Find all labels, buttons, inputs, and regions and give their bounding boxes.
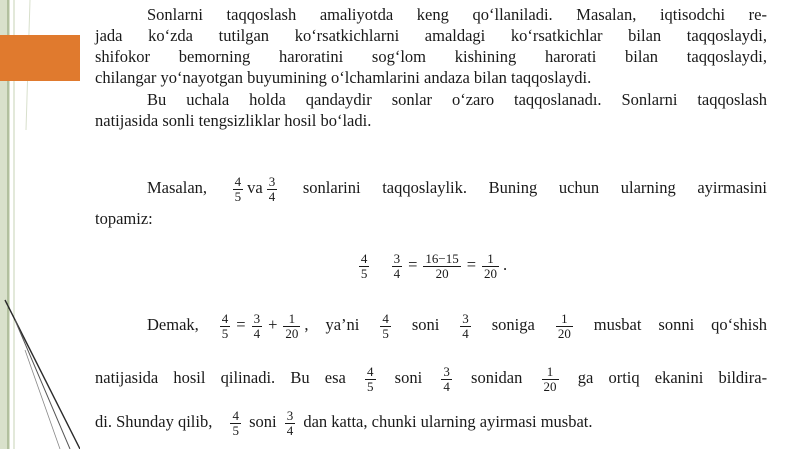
text: musbat sonni qo‘shish xyxy=(593,315,768,334)
conclusion-line xyxy=(95,358,767,398)
fraction: $\frac{4}{5}$ xyxy=(234,173,242,204)
fraction: $\frac{3}{4}$ xyxy=(462,310,469,341)
paragraph-line: topamiz: xyxy=(95,209,153,228)
fraction: $\frac{1}{20}$ xyxy=(484,250,498,281)
fraction: $\frac{3}{4}$ xyxy=(393,250,401,281)
equals-sign: = xyxy=(408,255,418,274)
formula xyxy=(95,245,767,285)
paragraph-line: shifokor bemorning haroratini sog‘lom kishining harorati bilan taqqoslaydi, xyxy=(95,47,767,66)
paragraph-line: jada ko‘zda tutilgan ko‘rsatkichlarni amaldagi ko‘rsatkichlar bilan taqqoslaydi, xyxy=(95,26,767,45)
text: natijasida hosil qilinadi. Bu esa xyxy=(95,368,346,387)
text: va xyxy=(247,178,263,197)
text: di. Shunday qilib, xyxy=(95,412,213,431)
text: soniga xyxy=(491,315,535,334)
fraction: $\frac{1}{20}$ xyxy=(285,310,299,341)
paragraph-line: Sonlarni taqqoslash amaliyotda keng qo‘llaniladi. Masalan, iqtisodchi re- xyxy=(147,5,767,24)
text: sonidan xyxy=(471,368,523,387)
fraction: $\frac{4}{5}$ xyxy=(367,363,374,394)
equals-sign: = xyxy=(236,315,246,334)
fraction: $\frac{3}{4}$ xyxy=(443,363,450,394)
text: soni xyxy=(249,412,277,431)
text: , ya’ni xyxy=(304,315,360,334)
paragraph-line: chilangar yo‘nayotgan buyumining o‘lchamlarini andaza bilan taqqoslaydi. xyxy=(95,68,592,87)
equals-sign: = xyxy=(466,255,477,274)
text: soni xyxy=(411,315,440,334)
fraction: $\frac{1}{20}$ xyxy=(543,363,557,394)
fraction: $\frac{4}{5}$ xyxy=(360,250,368,281)
fraction: $\frac{4}{5}$ xyxy=(232,407,239,438)
fraction: $\frac{4}{5}$ xyxy=(221,310,229,341)
accent-tab xyxy=(0,35,80,81)
example-line xyxy=(95,170,767,206)
text: ga ortiq ekanini bildira- xyxy=(577,368,768,387)
text: dan katta, chunki ularning ayirmasi musbat. xyxy=(303,412,593,431)
fraction: $\frac{16-15}{20}$ xyxy=(425,250,459,281)
fraction: $\frac{3}{4}$ xyxy=(268,173,276,204)
fraction: $\frac{3}{4}$ xyxy=(286,407,294,438)
paragraph-line: natijasida sonli tengsizliklar hosil bo‘ladi. xyxy=(95,111,372,130)
text: soni xyxy=(394,368,423,387)
conclusion-line xyxy=(95,402,767,442)
text: sonlarini taqqoslaylik. Buning uchun ularning ayirmasini xyxy=(302,178,768,197)
paragraph-line: Bu uchala holda qandaydir sonlar o‘zaro taqqoslanadı. Sonlarni taqqoslash xyxy=(147,90,767,109)
text: Demak, xyxy=(147,315,199,334)
document-page xyxy=(95,0,767,449)
text: Masalan, xyxy=(147,178,208,197)
fraction: $\frac{4}{5}$ xyxy=(382,310,389,341)
period: . xyxy=(503,255,508,274)
conclusion-line xyxy=(95,305,767,345)
fraction: $\frac{3}{4}$ xyxy=(253,310,261,341)
plus-sign: + xyxy=(268,315,278,334)
fraction: $\frac{1}{20}$ xyxy=(557,310,571,341)
